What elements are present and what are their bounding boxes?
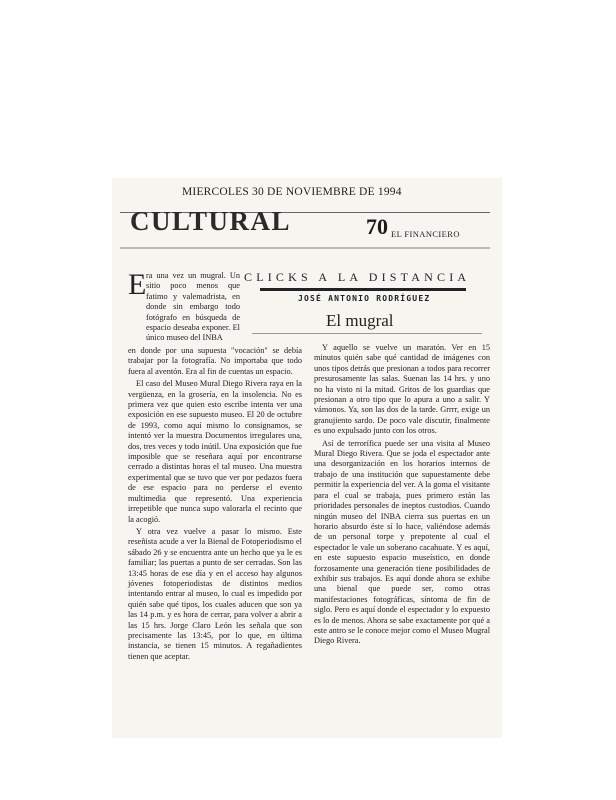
title-rule (252, 333, 482, 334)
header-bottom-rule (120, 247, 490, 249)
article-title: El mugral (326, 311, 394, 330)
paragraph: El caso del Museo Mural Diego Rivera raya en la vergüenza, en la grosería, en la insolencia. No es primera vez que quien esto escribe intenta ver una exposición en ese supuesto museo. El 20 de octubre de 1993, como aquí mismo lo consignamos, se intentó ver la muestra Documentos irregulares una, dos, tres veces y todo inútil. Una exposición que fue imposible que se reseñara aquí por encontrarse cerrado a distintas horas el tal museo. Una muestra experimental que se tuvo que ver por pedazos fuera de ese espacio para no perderse el evento multimedia que representó. Una experiencia irrepetible que nunca supo valorarla el recinto que la acogió. (128, 379, 302, 524)
article-intro (146, 271, 240, 344)
left-column (128, 346, 302, 664)
publication-date: MIERCOLES 30 DE NOVIEMBRE DE 1994 (182, 186, 402, 198)
paragraph: Y otra vez vuelve a pasar lo mismo. Este reseñista acude a ver la Bienal de Fotoperiodismo el sábado 26 y se encuentra ante un hecho que ya le es familiar; las puertas a punto de ser cerradas. Son las 13:45 horas de ese día y en el acceso hay algunos jóvenes fotoperiodistas de distintos medios intentando entrar al museo, lo cual es impedido por quién sabe qué tipos, los cuales aducen que son ya las 14 p.m. y es hora de cerrar, para volver a abrir a las 15 hrs. Jorge Claro León les señala que son precisamente las 13:45, por lo que, en última instancia, se tienen 15 minutos. A regañadientes tienen que aceptar. (128, 526, 302, 661)
newspaper-name: EL FINANCIERO (391, 229, 460, 239)
right-column (314, 343, 490, 649)
intro-paragraph: ra una vez un mugral. Un sitio poco menos que fatimo y valemadrista, en donde sin embargo todo fotógrafo en búsqueda de espacio deseaba exponer. El único museo del INBA (146, 271, 240, 343)
paragraph: Así de terrorífica puede ser una visita al Museo Mural Diego Rivera. Que se joda el espectador ante una desorganización en los horarios internos de trabajo de una institución que supuestamente debe permitir la experiencia del ver. A la goma el visitante para el cual se trabaja, pues primero están las prioridades personales de ineptos custodios. Cuando ningún museo del INBA cierra sus puertas en un horario absurdo éste sí lo hace, valiéndose además de un personal torpe y prepotente al cual el espectador le vale un soberano cacahuate. Y es aquí, en este supuesto espacio museístico, en donde forzosamente una generación tiene posibilidades de exhibir sus trabajos. Es aquí donde ahora se exhibe una bienal que puede ser, como otras manifestaciones fotográficas, síntoma de fin de siglo. Pero es aquí donde el espectador y lo expuesto es lo de menos. Ahora se sabe exactamente por qué a este antro se le conoce mejor como el Museo Mugral Diego Rivera. (314, 438, 490, 646)
paragraph: Y aquello se vuelve un maratón. Ver en 15 minutos quién sabe qué cantidad de imágenes con unos tipos detrás que presionan a todos para recorrer presurosamente las salas. Suenan las 14 hrs. y uno no ha visto ni la mitad. Gritos de los guardias que presionan a otro tipo que lo apura a uno a salir. Y vámonos. Ya, son las dos de la tarde. Grrrr, exige un granujiento sardo. De poco vale discutir, finalmente es uno expulsado junto con los otros. (314, 343, 490, 436)
page-number: 70 (366, 214, 388, 239)
paragraph: en donde por una supuesta "vocación" se debía trabajar por la fotografía. No importaba que todo fuera al aventón. Era al fin de cuentas un espacio. (128, 346, 302, 376)
section-title: CULTURAL (130, 206, 292, 236)
author-byline: JOSÉ ANTONIO RODRÍGUEZ (298, 294, 431, 303)
column-name: CLICKS A LA DISTANCIA (244, 270, 471, 284)
column-rule (260, 288, 466, 291)
drop-cap: E (128, 268, 147, 301)
